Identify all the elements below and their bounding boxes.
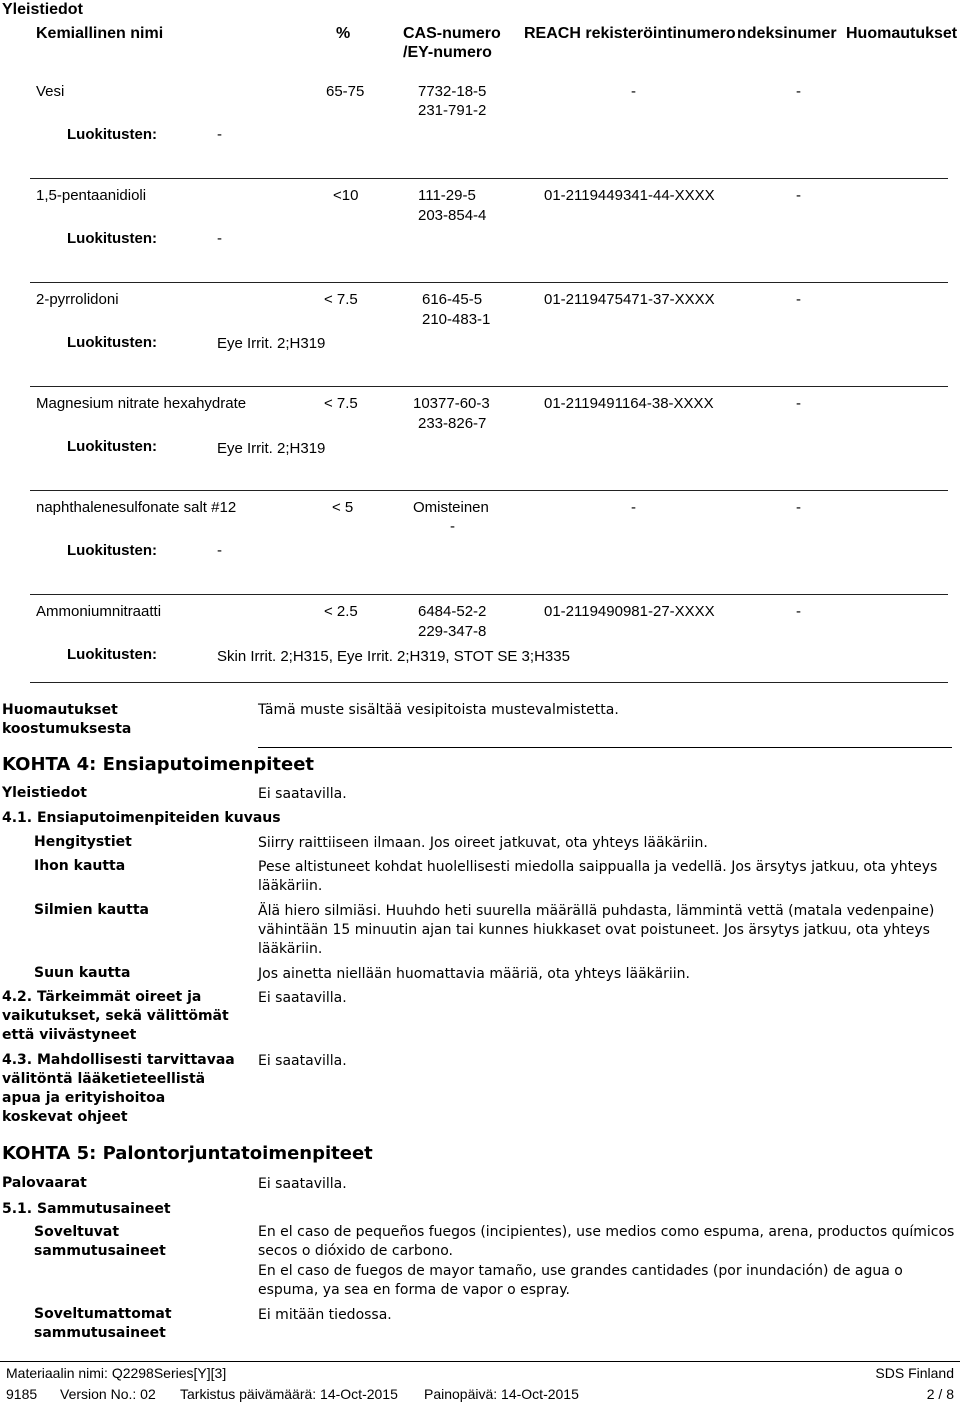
classification-label: Luokitusten:: [67, 646, 157, 663]
eye-contact-text: Älä hiero silmiäsi. Huuhdo heti suurella määrällä puhdasta, lämmintä vettä (matala vedenpaine) vähintään 15 minuutin ajan tai kunnes hiukkaset ovat poistuneet. Jos ärsytys jatkuu, ota yhteys lääkäriin.: [258, 903, 935, 957]
unsuitable-media-value: Ei mitään tiedossa.: [258, 1307, 392, 1323]
component-cas: 111-29-5: [418, 187, 476, 204]
general-info-value: Ei saatavilla.: [258, 786, 347, 802]
component-cas: 616-45-5: [422, 291, 483, 308]
component-index: -: [796, 395, 801, 412]
component-reach: 01-2119449341-44-XXXX: [544, 187, 715, 204]
component-ec: 233-826-7: [418, 415, 487, 432]
general-info-label: Yleistiedot: [2, 785, 87, 801]
inhalation-label: Hengitystiet: [34, 834, 132, 850]
first-aid-subtitle: 4.1. Ensiaputoimenpiteiden kuvaus: [2, 810, 281, 826]
column-header-chemical-name: Kemiallinen nimi: [36, 25, 164, 42]
footer-version: Version No.: 02: [60, 1386, 156, 1402]
row-divider: [30, 490, 948, 491]
component-percent: < 5: [332, 499, 354, 516]
extinguishing-media-subtitle: 5.1. Sammutusaineet: [2, 1201, 171, 1217]
component-ec: -: [450, 518, 455, 535]
row-divider: [30, 594, 948, 595]
component-name: 1,5-pentaanidioli: [36, 187, 147, 204]
component-index: -: [796, 603, 801, 620]
component-index: -: [796, 291, 801, 308]
component-reach: -: [631, 499, 636, 516]
component-reach: 01-2119490981-27-XXXX: [544, 603, 715, 620]
unsuitable-media-label: Soveltumattomat sammutusaineet: [34, 1306, 172, 1341]
component-percent: < 2.5: [324, 603, 358, 620]
component-index: -: [796, 187, 801, 204]
row-divider: [30, 282, 948, 283]
composition-note-label: Huomautukset: [2, 702, 118, 718]
symptoms-label: 4.2. Tärkeimmät oireet ja vaikutukset, sekä välittömät että viivästyneet: [2, 989, 229, 1043]
component-name: Ammoniumnitraatti: [36, 603, 162, 620]
eye-contact-label: Silmien kautta: [34, 902, 149, 918]
component-ec: 210-483-1: [422, 311, 491, 328]
section-4-title: KOHTA 4: Ensiaputoimenpiteet: [2, 754, 315, 775]
component-percent: < 7.5: [324, 395, 358, 412]
row-divider: [30, 386, 948, 387]
column-header-index: ndeksinumer: [737, 25, 837, 42]
footer-code: 9185: [6, 1386, 38, 1402]
component-classification: Eye Irrit. 2;H319: [217, 440, 326, 457]
component-index: -: [796, 499, 801, 516]
component-reach: 01-2119475471-37-XXXX: [544, 291, 715, 308]
row-divider: [30, 682, 948, 683]
classification-label: Luokitusten:: [67, 126, 157, 143]
column-header-remarks: Huomautukset: [846, 25, 958, 42]
inhalation-text: Siirry raittiiseen ilmaan. Jos oireet jatkuvat, ota yhteys lääkäriin.: [258, 835, 708, 851]
column-header-ec: /EY-numero: [403, 44, 492, 61]
component-cas: 7732-18-5: [418, 83, 487, 100]
component-percent: <10: [333, 187, 359, 204]
classification-label: Luokitusten:: [67, 438, 157, 455]
component-classification: -: [217, 542, 222, 559]
fire-hazards-label: Palovaarat: [2, 1175, 87, 1191]
component-name: Vesi: [36, 83, 65, 100]
row-divider: [30, 178, 948, 179]
column-header-reach: REACH rekisteröintinumero: [524, 25, 736, 42]
symptoms-value: Ei saatavilla.: [258, 990, 347, 1006]
component-percent: 65-75: [326, 83, 365, 100]
footer-divider: [0, 1361, 960, 1362]
component-ec: 203-854-4: [418, 207, 487, 224]
section-heading-general: Yleistiedot: [2, 1, 83, 18]
section-5-title: KOHTA 5: Palontorjuntatoimenpiteet: [2, 1143, 373, 1164]
component-classification: Skin Irrit. 2;H315, Eye Irrit. 2;H319, STOT SE 3;H335: [217, 648, 570, 665]
ingestion-text: Jos ainetta niellään huomattavia määriä, ota yhteys lääkäriin.: [258, 966, 690, 982]
component-name: Magnesium nitrate hexahydrate: [36, 395, 247, 412]
medical-attention-label: 4.3. Mahdollisesti tarvittavaa välitöntä lääketieteellistä apua ja erityishoitoa koskevat ohjeet: [2, 1052, 235, 1125]
component-cas: 10377-60-3: [413, 395, 490, 412]
component-ec: 229-347-8: [418, 623, 487, 640]
classification-label: Luokitusten:: [67, 230, 157, 247]
suitable-media-text-large-fires: En el caso de fuegos de mayor tamaño, use grandes cantidades (por inundación) de agua o espuma, ya sea en forma de vapor o espray.: [258, 1263, 903, 1298]
column-header-percent: %: [336, 25, 351, 42]
component-percent: < 7.5: [324, 291, 358, 308]
note-divider: [258, 747, 952, 748]
component-ec: 231-791-2: [418, 102, 487, 119]
component-classification: Eye Irrit. 2;H319: [217, 335, 326, 352]
skin-contact-text: Pese altistuneet kohdat huolellisesti miedolla saippualla ja vedellä. Jos ärsytys jatkuu, ota yhteys lääkäriin.: [258, 859, 938, 894]
composition-note-text: Tämä muste sisältää vesipitoista mustevalmistetta.: [258, 702, 619, 718]
classification-label: Luokitusten:: [67, 334, 157, 351]
column-header-cas: CAS-numero: [403, 25, 501, 42]
component-reach: -: [631, 83, 636, 100]
footer-sds-country: SDS Finland: [875, 1365, 954, 1381]
component-cas: Omisteinen: [413, 499, 489, 516]
fire-hazards-value: Ei saatavilla.: [258, 1176, 347, 1192]
composition-note-label-line2: koostumuksesta: [2, 721, 132, 737]
component-index: -: [796, 83, 801, 100]
component-name: naphthalenesulfonate salt #12: [36, 499, 237, 516]
suitable-media-label: Soveltuvat sammutusaineet: [34, 1224, 166, 1259]
footer-material-name: Materiaalin nimi: Q2298Series[Y][3]: [6, 1365, 227, 1381]
footer-revision-date: Tarkistus päivämäärä: 14-Oct-2015: [180, 1386, 398, 1402]
component-reach: 01-2119491164-38-XXXX: [544, 395, 714, 412]
component-cas: 6484-52-2: [418, 603, 487, 620]
skin-contact-label: Ihon kautta: [34, 858, 126, 874]
suitable-media-text: En el caso de pequeños fuegos (incipientes), use medios como espuma, arena, productos químicos secos o dióxido de carbono.: [258, 1224, 955, 1259]
medical-attention-value: Ei saatavilla.: [258, 1053, 347, 1069]
ingestion-label: Suun kautta: [34, 965, 131, 981]
footer-page-number: 2 / 8: [926, 1386, 954, 1402]
component-name: 2-pyrrolidoni: [36, 291, 119, 308]
component-classification: -: [217, 230, 222, 247]
footer-print-date: Painopäivä: 14-Oct-2015: [424, 1386, 579, 1402]
component-classification: -: [217, 126, 222, 143]
classification-label: Luokitusten:: [67, 542, 157, 559]
